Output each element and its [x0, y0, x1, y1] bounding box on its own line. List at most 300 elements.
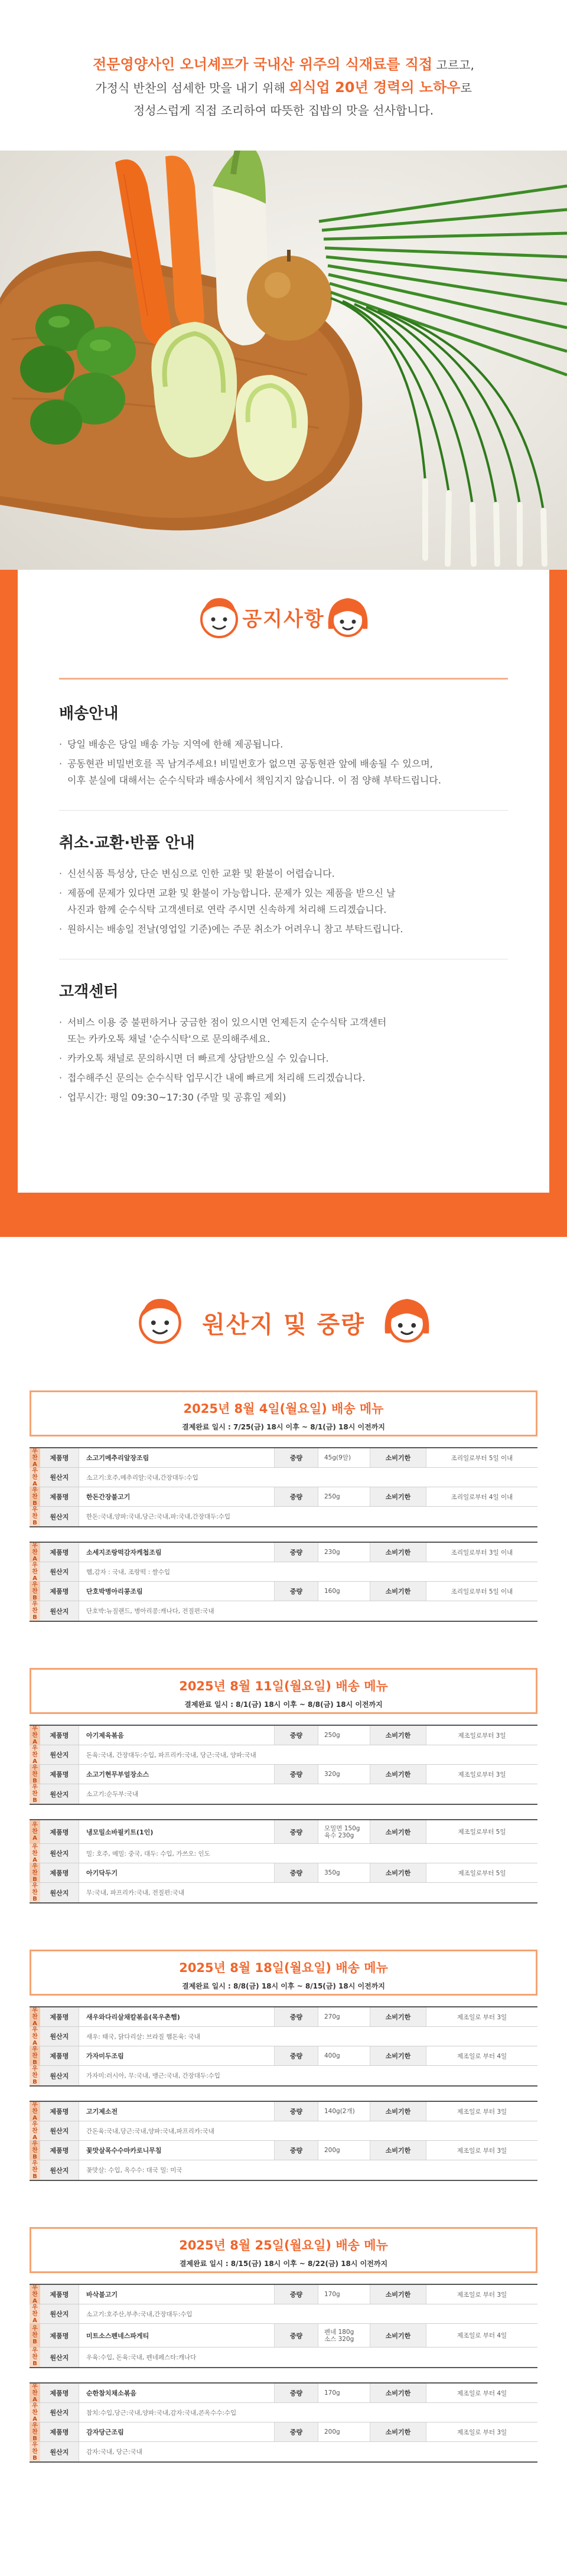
product-label: 제품명 — [40, 2102, 79, 2121]
week-title: 2025년 8월 18일(월요일) 배송 메뉴 — [179, 1961, 388, 1975]
menu-side-label — [30, 1448, 40, 1467]
menu-label-char: 찬 — [32, 2291, 38, 2298]
weight-value: 140g(2개) — [324, 2108, 355, 2115]
product-name: 미트소스펜네스파게티 — [86, 2332, 149, 2340]
menu-label-char: B — [32, 2059, 37, 2066]
menu-label-char: B — [32, 2360, 37, 2367]
expiry-label: 소비기한 — [370, 2324, 426, 2347]
menu-label-char: A — [32, 2317, 37, 2324]
weight-value: 170g — [324, 2291, 340, 2298]
support-item-3: · 접수해주신 문의는 순수식탁 업무시간 내에 빠르게 처리해 드리겠습니다. — [59, 1070, 508, 1086]
week-menu-block — [30, 1390, 537, 1622]
origin-label: 원산지 — [40, 2304, 79, 2323]
menu-label-char: 우 — [32, 1863, 38, 1870]
menu-label-char: 우 — [32, 2383, 38, 2390]
weight-value: 400g — [324, 2052, 340, 2059]
origin-header — [0, 1284, 567, 1361]
weight-label: 중량 — [274, 2141, 318, 2160]
vegetables-illustration — [0, 151, 567, 570]
support-item-2: · 카카오톡 채널로 문의하시면 더 빠르게 상담받으실 수 있습니다. — [59, 1050, 508, 1067]
product-row — [30, 2102, 537, 2121]
expiry-value: 제조일로부터 5일 — [458, 1829, 506, 1836]
origin-row — [30, 1507, 537, 1526]
boy-face-icon — [133, 1294, 187, 1348]
expiry-value: 제조일로부터 3일 — [458, 1732, 506, 1739]
menu-group — [30, 1542, 537, 1622]
expiry-value: 제조일로 부터 4일 — [457, 2052, 507, 2060]
weight-value: 45g(9알) — [324, 1454, 351, 1461]
delivery-heading: 배송안내 — [59, 705, 119, 723]
notice-section — [0, 570, 567, 1237]
origin-value: 단호박:뉴질랜드, 병아리콩:캐나다, 전질편:국내 — [86, 1608, 214, 1615]
menu-label-char: 우 — [32, 2026, 38, 2033]
menu-side-label — [30, 1784, 40, 1804]
menu-label-char: 우 — [32, 2304, 38, 2311]
menu-label-char: A — [32, 2020, 37, 2027]
menu-label-char: B — [32, 2153, 37, 2160]
origin-value: 무:국내, 파프리카:국내, 전질편:국내 — [86, 1889, 184, 1896]
week-menu-block — [30, 1668, 537, 1904]
origin-row — [30, 1844, 537, 1863]
menu-side-label — [30, 1745, 40, 1764]
product-name: 단호박병아리콩조림 — [86, 1588, 143, 1595]
origin-label: 원산지 — [40, 2027, 79, 2046]
menu-label-char: 우 — [32, 2007, 38, 2014]
menu-label-char: 찬 — [32, 2448, 38, 2455]
origin-value: 소고기:호주,메추리알:국내,간장대두:수입 — [86, 1474, 198, 1481]
product-row — [30, 1863, 537, 1883]
menu-label-char: B — [32, 1500, 37, 1507]
menu-side-label — [30, 2121, 40, 2140]
weight-value: 펜네 180g 소스 320g — [324, 2328, 354, 2343]
menu-side-label — [30, 2066, 40, 2085]
origin-label: 원산지 — [40, 1784, 79, 1804]
product-name: 바삭불고기 — [86, 2291, 118, 2299]
expiry-value: 제조일로 부터 4일 — [457, 2389, 507, 2397]
expiry-value: 제조일로부터 5일 — [458, 1869, 506, 1877]
menu-label-char: 우 — [32, 1883, 38, 1889]
origin-label: 원산지 — [40, 2403, 79, 2422]
menu-label-char: 찬 — [32, 2409, 38, 2416]
product-label: 제품명 — [40, 2384, 79, 2402]
menu-side-label — [30, 1562, 40, 1581]
menu-side-label — [30, 2324, 40, 2347]
expiry-label: 소비기한 — [370, 2285, 426, 2304]
menu-label-char: 우 — [32, 2284, 38, 2291]
girl-face-icon — [380, 1294, 434, 1348]
menu-label-char: 찬 — [32, 1889, 38, 1896]
product-row — [30, 2007, 537, 2027]
weekly-menu-list — [0, 1390, 567, 2463]
week-title: 2025년 8월 4일(월요일) 배송 메뉴 — [183, 1402, 384, 1416]
menu-label-char: B — [32, 2435, 37, 2442]
support-item-4: · 업무시간: 평일 09:30~17:30 (주말 및 공휴일 제외) — [59, 1089, 508, 1106]
weight-label: 중량 — [274, 1543, 318, 1562]
origin-label: 원산지 — [40, 1562, 79, 1581]
product-row — [30, 1765, 537, 1784]
product-name: 소고기현무부얼장소스 — [86, 1771, 149, 1778]
menu-group — [30, 2382, 537, 2463]
menu-label-char: 우 — [32, 1562, 38, 1569]
notice-top-rule — [59, 678, 508, 680]
menu-label-char: 우 — [32, 2422, 38, 2429]
menu-side-label — [30, 2442, 40, 2461]
expiry-value: 조리일로부터 3일 이내 — [451, 1549, 513, 1556]
menu-side-label — [30, 2384, 40, 2402]
origin-row — [30, 2066, 537, 2085]
intro-highlight-2: 외식업 20년 경력의 노하우 — [289, 79, 461, 96]
menu-label-char: 찬 — [32, 1829, 38, 1835]
origin-row — [30, 2121, 537, 2141]
weight-label: 중량 — [274, 1487, 318, 1506]
product-row — [30, 2046, 537, 2066]
menu-label-char: 우 — [32, 1487, 38, 1494]
menu-side-label — [30, 1582, 40, 1601]
product-label: 제품명 — [40, 1765, 79, 1784]
menu-label-char: 우 — [32, 1467, 38, 1474]
weight-value: 170g — [324, 2389, 340, 2397]
origin-weight-section — [0, 1237, 567, 2533]
origin-row — [30, 1883, 537, 1902]
week-title: 2025년 8월 25일(월요일) 배송 메뉴 — [179, 2238, 388, 2252]
menu-label-char: 찬 — [32, 2428, 38, 2435]
menu-label-char: 우 — [32, 1725, 38, 1732]
week-title-box — [30, 1668, 537, 1714]
product-row — [30, 2324, 537, 2348]
weight-value: 250g — [324, 1732, 340, 1739]
weight-label: 중량 — [274, 2285, 318, 2304]
product-row — [30, 2285, 537, 2304]
expiry-label: 소비기한 — [370, 1765, 426, 1784]
menu-label-char: 우 — [32, 2160, 38, 2167]
origin-value: 새우: 태국, 닭다리살: 브라질 햄돈육: 국내 — [86, 2033, 200, 2040]
product-name: 감자당근조림 — [86, 2428, 124, 2436]
product-row — [30, 1487, 537, 1507]
weight-label: 중량 — [274, 2422, 318, 2441]
menu-label-char: 찬 — [32, 1513, 38, 1520]
cancel-item-3: · 원하시는 배송일 전날(영업일 기준)에는 주문 취소가 어려우니 참고 부탁드립니다. — [59, 921, 508, 938]
menu-side-label — [30, 1844, 40, 1863]
product-name: 냉모밀소바필키트(1인) — [86, 1828, 154, 1836]
intro-line-1 — [0, 53, 567, 76]
origin-value: 우육:수입, 돈육:국내, 펜네페스타:캐나다 — [86, 2354, 197, 2361]
week-title-box — [30, 1390, 537, 1436]
menu-label-char: 우 — [32, 2402, 38, 2410]
origin-label: 원산지 — [40, 1745, 79, 1764]
expiry-value: 제조일로 부터 3일 — [457, 2108, 507, 2115]
origin-row — [30, 2304, 537, 2324]
notice-card — [18, 570, 549, 1193]
menu-group — [30, 1819, 537, 1904]
menu-label-char: A — [32, 1856, 37, 1863]
origin-value: 소고기:순두부:국내 — [86, 1791, 139, 1798]
menu-label-char: A — [32, 1758, 37, 1765]
menu-label-char: 우 — [32, 1542, 38, 1549]
menu-group — [30, 2006, 537, 2087]
week-menu-block — [30, 2227, 537, 2463]
intro-line-2-pre: 가정식 반찬의 섬세한 맛을 내기 위해 — [95, 81, 289, 95]
origin-label: 원산지 — [40, 2348, 79, 2367]
cancel-item-1: · 신선식품 특성상, 단순 변심으로 인한 교환 및 환불이 어렵습니다. — [59, 866, 508, 882]
weight-label: 중량 — [274, 2384, 318, 2402]
weight-label: 중량 — [274, 1582, 318, 1601]
expiry-label: 소비기한 — [370, 1487, 426, 1506]
delivery-item-2: · 공동현관 비밀번호를 꼭 남겨주세요! 비밀번호가 없으면 공동현관 앞에 배송될 수 있으며, 이후 분실에 대해서는 순수식탁과 배송사에서 책임지지 않습니다. 이 점 양해 부탁드립니다. — [59, 756, 508, 789]
week-title-box — [30, 1950, 537, 1996]
menu-side-label — [30, 1883, 40, 1902]
origin-value: 돈육:국내, 간장대두:수입, 파프리카:국내, 당근:국내, 양파:국내 — [86, 1751, 256, 1759]
weight-value: 270g — [324, 2013, 340, 2020]
product-row — [30, 2384, 537, 2403]
menu-side-label — [30, 2007, 40, 2026]
menu-label-char: 찬 — [32, 2310, 38, 2317]
menu-label-char: 우 — [32, 1601, 38, 1608]
expiry-label: 소비기한 — [370, 1448, 426, 1467]
origin-value: 꽃맛살: 수입, 옥수수: 대국 밀: 미국 — [86, 2167, 183, 2174]
expiry-value: 제조일로 부터 3일 — [457, 2428, 507, 2436]
menu-label-char: 찬 — [32, 1454, 38, 1461]
product-row — [30, 1582, 537, 1601]
expiry-label: 소비기한 — [370, 1820, 426, 1843]
product-name: 소고기메추리알장조림 — [86, 1454, 149, 1462]
weight-value: 200g — [324, 2428, 340, 2435]
menu-label-char: 우 — [32, 2348, 38, 2354]
product-name: 소세지조랑떡감자케첩조림 — [86, 1549, 162, 1556]
boy-face-icon — [195, 593, 243, 642]
weight-label: 중량 — [274, 1820, 318, 1843]
weight-value: 250g — [324, 1493, 340, 1500]
menu-side-label — [30, 2160, 40, 2180]
menu-label-char: 찬 — [32, 2332, 38, 2339]
product-row — [30, 1726, 537, 1745]
product-label: 제품명 — [40, 2324, 79, 2347]
menu-side-label — [30, 1601, 40, 1621]
cancel-heading: 취소·교환·반품 안내 — [59, 834, 195, 852]
menu-label-char: 우 — [32, 2121, 38, 2128]
product-label: 제품명 — [40, 2285, 79, 2304]
expiry-label: 소비기한 — [370, 2046, 426, 2065]
menu-label-char: 우 — [32, 1507, 38, 1513]
product-name: 한돈간장불고기 — [86, 1493, 131, 1501]
origin-label: 원산지 — [40, 2160, 79, 2180]
menu-label-char: A — [32, 2114, 37, 2121]
product-label: 제품명 — [40, 2141, 79, 2160]
menu-label-char: 우 — [32, 1843, 38, 1850]
menu-label-char: A — [32, 1738, 37, 1745]
menu-label-char: 우 — [32, 1764, 38, 1771]
expiry-label: 소비기한 — [370, 2102, 426, 2121]
product-label: 제품명 — [40, 2007, 79, 2026]
origin-row — [30, 1468, 537, 1487]
intro-text-section — [0, 0, 567, 151]
product-name: 아기제육볶음 — [86, 1732, 124, 1739]
delivery-item-1: · 당일 배송은 당일 배송 가능 지역에 한해 제공됩니다. — [59, 736, 508, 753]
origin-row — [30, 2403, 537, 2422]
weight-label: 중량 — [274, 2046, 318, 2065]
expiry-label: 소비기한 — [370, 1863, 426, 1882]
product-name: 새우와다리살채칼볶음(목우촌햄) — [86, 2013, 180, 2021]
menu-label-char: 우 — [32, 2101, 38, 2108]
menu-label-char: 찬 — [32, 2033, 38, 2040]
menu-label-char: B — [32, 2079, 37, 2085]
product-name: 순한참치채소볶음 — [86, 2389, 137, 2397]
origin-row — [30, 2160, 537, 2180]
girl-face-icon — [324, 593, 372, 642]
origin-value: 간돈육:국내,당근:국내,양파:국내,파프리카:국내 — [86, 2127, 214, 2135]
support-heading: 고객센터 — [59, 983, 119, 1001]
origin-row — [30, 2027, 537, 2046]
weight-value: 모밀면 150g 육수 230g — [324, 1824, 360, 1839]
menu-label-char: 찬 — [32, 2013, 38, 2020]
menu-label-char: A — [32, 2415, 37, 2422]
menu-label-char: 찬 — [32, 2147, 38, 2154]
menu-label-char: 찬 — [32, 2127, 38, 2134]
menu-side-label — [30, 2348, 40, 2367]
origin-row — [30, 1562, 537, 1582]
notice-header — [18, 570, 549, 664]
intro-line-2-post: 로 — [460, 81, 472, 95]
menu-label-char: A — [32, 1835, 37, 1842]
origin-row — [30, 1784, 537, 1804]
product-name: 꽃맛살목수수마카로니무침 — [86, 2147, 162, 2154]
menu-label-char: 우 — [32, 2140, 38, 2147]
weight-label: 중량 — [274, 2102, 318, 2121]
menu-side-label — [30, 1765, 40, 1784]
expiry-value: 조리일로부터 4일 이내 — [451, 1493, 513, 1501]
menu-label-char: 찬 — [32, 1568, 38, 1575]
menu-side-label — [30, 1863, 40, 1882]
menu-label-char: 찬 — [32, 1588, 38, 1595]
product-row — [30, 2422, 537, 2442]
origin-title: 원산지 및 중량 — [202, 1311, 365, 1338]
origin-value: 한돈:국내,양파:국내,당근:국내,파:국내,간장대두:수입 — [86, 1513, 231, 1520]
expiry-value: 제조일로 부터 3일 — [457, 2147, 507, 2154]
expiry-label: 소비기한 — [370, 2384, 426, 2402]
origin-label: 원산지 — [40, 2442, 79, 2461]
menu-side-label — [30, 2046, 40, 2065]
menu-label-char: B — [32, 1520, 37, 1526]
menu-label-char: B — [32, 2339, 37, 2345]
menu-label-char: A — [32, 1480, 37, 1487]
origin-row — [30, 1601, 537, 1621]
weight-label: 중량 — [274, 1863, 318, 1882]
menu-label-char: 우 — [32, 1822, 38, 1829]
menu-label-char: A — [32, 1555, 37, 1562]
origin-value: 햄,감자 : 국내, 조랑떡 : 쌀수입 — [86, 1568, 171, 1576]
notice-body — [59, 701, 508, 1127]
product-label: 제품명 — [40, 2422, 79, 2441]
menu-side-label — [30, 2102, 40, 2121]
menu-label-char: A — [32, 1575, 37, 1582]
menu-label-char: B — [32, 1876, 37, 1883]
section-divider — [59, 810, 508, 811]
expiry-label: 소비기한 — [370, 2422, 426, 2441]
menu-side-label — [30, 2304, 40, 2323]
notice-title: 공지사항 — [242, 607, 325, 631]
delivery-list — [59, 736, 508, 789]
product-label: 제품명 — [40, 1543, 79, 1562]
origin-label: 원산지 — [40, 1844, 79, 1863]
weight-label: 중량 — [274, 1726, 318, 1745]
menu-label-char: 찬 — [32, 1493, 38, 1500]
menu-label-char: 찬 — [32, 2389, 38, 2397]
origin-value: 가자미:러시아, 무:국내, 맹근:국내, 간장대두:수입 — [86, 2072, 220, 2079]
payment-period: 결제완료 일시 : 8/8(금) 18시 이후 ~ 8/15(금) 18시 이전까지 — [182, 1982, 385, 1990]
menu-label-char: 우 — [32, 2046, 38, 2053]
origin-row — [30, 1745, 537, 1765]
payment-period: 결제완료 일시 : 8/15(금) 18시 이후 ~ 8/22(금) 18시 이전까지 — [179, 2260, 388, 2268]
menu-label-char: 우 — [32, 1745, 38, 1752]
support-item-1: · 서비스 이용 중 불편하거나 궁금한 점이 있으시면 언제든지 순수식탁 고객센터 또는 카카오톡 채널 '순수식탁'으로 문의해주세요. — [59, 1014, 508, 1047]
origin-value: 소고기:호주산,부추:국내,간장대두:수입 — [86, 2310, 193, 2318]
origin-label: 원산지 — [40, 1601, 79, 1621]
menu-label-char: B — [32, 2455, 37, 2461]
menu-label-char: 찬 — [32, 2354, 38, 2360]
menu-label-char: 찬 — [32, 1732, 38, 1739]
menu-label-char: B — [32, 1896, 37, 1902]
menu-label-char: 찬 — [32, 2052, 38, 2059]
menu-label-char: 찬 — [32, 2108, 38, 2115]
product-label: 제품명 — [40, 1726, 79, 1745]
menu-label-char: 찬 — [32, 1474, 38, 1481]
origin-row — [30, 2348, 537, 2367]
menu-group — [30, 1447, 537, 1527]
weight-label: 중량 — [274, 2324, 318, 2347]
menu-label-char: 찬 — [32, 1771, 38, 1778]
menu-label-char: B — [32, 2173, 37, 2180]
menu-label-char: B — [32, 1797, 37, 1804]
expiry-value: 조리일로부터 5일 이내 — [451, 1454, 513, 1462]
cancel-item-2: · 제품에 문제가 있다면 교환 및 환불이 가능합니다. 문제가 있는 제품을 받으신 날 사진과 함께 순수식탁 고객센터로 연락 주시면 신속하게 처리해 드리겠습니다. — [59, 885, 508, 918]
weight-label: 중량 — [274, 1448, 318, 1467]
menu-side-label — [30, 1507, 40, 1526]
menu-label-char: A — [32, 2297, 37, 2304]
origin-row — [30, 2442, 537, 2461]
menu-side-label — [30, 1726, 40, 1745]
menu-side-label — [30, 1468, 40, 1487]
origin-value: 참치:수입,당근:국내,양파:국내,감자:국내,콘옥수수:수입 — [86, 2409, 237, 2417]
menu-label-char: B — [32, 1614, 37, 1621]
menu-label-char: 찬 — [32, 1751, 38, 1758]
origin-label: 원산지 — [40, 1883, 79, 1902]
expiry-label: 소비기한 — [370, 2007, 426, 2026]
origin-value: 감자:국내, 당근:국내 — [86, 2448, 142, 2456]
menu-group — [30, 2101, 537, 2181]
product-label: 제품명 — [40, 2046, 79, 2065]
menu-label-char: 우 — [32, 1581, 38, 1588]
origin-value: 밀: 호주, 메밀: 중국, 대두: 수입, 가쓰오: 인도 — [86, 1850, 210, 1857]
menu-label-char: A — [32, 2039, 37, 2046]
product-row — [30, 1448, 537, 1468]
menu-label-char: B — [32, 1594, 37, 1601]
menu-side-label — [30, 2027, 40, 2046]
product-name: 아기닥두기 — [86, 1869, 118, 1877]
menu-label-char: 찬 — [32, 1850, 38, 1857]
week-menu-block — [30, 1950, 537, 2181]
menu-side-label — [30, 2285, 40, 2304]
intro-line-2 — [0, 76, 567, 99]
expiry-label: 소비기한 — [370, 1543, 426, 1562]
vegetables-photo — [0, 151, 567, 570]
menu-group — [30, 1725, 537, 1805]
menu-label-char: 우 — [32, 2442, 38, 2448]
origin-label: 원산지 — [40, 1507, 79, 1526]
intro-line-1-rest: 고르고, — [432, 58, 474, 72]
expiry-value: 제조일로 부터 3일 — [457, 2291, 507, 2299]
weight-value: 320g — [324, 1771, 340, 1778]
menu-side-label — [30, 1487, 40, 1506]
weight-value: 200g — [324, 2147, 340, 2154]
